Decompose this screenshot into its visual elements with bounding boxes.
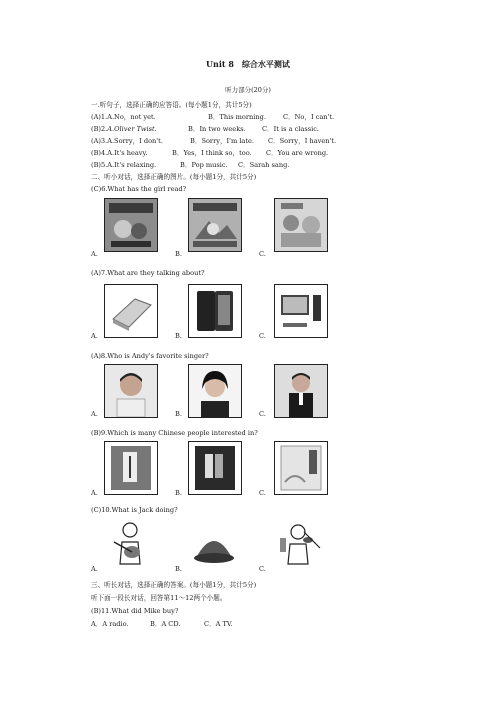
question-number: (B)2. [91,125,108,133]
option-label-c: C. [259,410,266,418]
cartoon-book-cover-icon [274,198,328,252]
option-b: B．In two weeks. [188,125,246,133]
option-label-a: A. [91,410,98,418]
option-b: B．Pop music. [180,161,228,169]
boy-playing-violin-icon [274,518,326,570]
part3-heading: 三、听长对话，选择正确的答案。(每小题1分，共计5分) [91,581,257,589]
book-shijing-icon [274,441,328,495]
book-chinese-classic-icon [188,441,242,495]
boy-playing-guitar-icon [104,518,156,570]
book-cover-adventure-icon [188,198,242,252]
question-row [91,160,156,170]
question-11: (B)11.What did Mike buy? [91,607,179,615]
option-c: C．Sorry，I haven't. [268,137,337,145]
option-a: A.Sorry，I don't. [107,137,163,145]
option-a: A．A radio. [91,620,129,628]
question-number: (B)4. [91,149,108,157]
option-a: A.It's heavy. [107,149,148,157]
option-b: B．Yes，I think so，too. [172,149,252,157]
part1-heading: 一.听句子，选择正确的应答语。(每小题1分，共计5分) [91,101,252,109]
option-label-a: A. [91,332,98,340]
page-title: Unit 8 综合水平测试 [206,59,290,69]
question-10: (C)10.What is Jack doing? [91,506,178,514]
option-label-b: B. [175,410,182,418]
book-lunyu-icon [104,441,158,495]
option-a: A.No，not yet. [107,113,156,121]
option-c: C．A TV. [204,620,233,628]
comic-book-cover-icon [104,198,158,252]
question-number: (A)1. [91,113,108,121]
singer-photo-3-icon [274,364,328,418]
question-7: (A)7.What are they talking about? [91,269,205,277]
option-label-b: B. [175,250,182,258]
hat-icon [188,518,240,570]
option-label-c: C. [259,489,266,497]
option-label-c: C. [259,332,266,340]
section-label: 听力部分(20分) [225,86,271,94]
question-number: (B)5. [91,161,108,169]
option-c: C．No，I can't. [283,113,335,121]
option-c: C．You are wrong. [266,149,329,157]
part3-instruction: 听下面一段长对话，回答第11～12两个小题。 [91,594,227,602]
option-label-b: B. [175,565,182,573]
option-label-b: B. [175,332,182,340]
question-9: (B)9.Which is many Chinese people interested in? [91,429,258,437]
option-label-a: A. [91,565,98,573]
cd-player-icon [104,284,158,338]
option-label-b: B. [175,489,182,497]
option-label-c: C. [259,250,266,258]
part2-heading: 二、听小对话，选择正确的图片。(每小题1分，共计5分) [91,173,257,181]
question-number: (A)3. [91,137,108,145]
option-a: A.Oliver Twist. [107,125,157,133]
mobile-phone-icon [188,284,242,338]
option-label-c: C. [259,565,266,573]
question-row [91,148,147,158]
question-row [91,136,163,146]
question-6: (C)6.What has the girl read? [91,185,187,193]
option-label-a: A. [91,489,98,497]
option-b: B．A CD. [150,620,181,628]
question-row [91,112,156,122]
singer-photo-1-icon [104,364,158,418]
option-c: C．It is a classic. [262,125,320,133]
option-b: B．Sorry，I'm late. [190,137,255,145]
desktop-computer-icon [274,284,328,338]
option-label-a: A. [91,250,98,258]
singer-photo-2-icon [188,364,242,418]
option-c: C．Sarah sang. [238,161,290,169]
option-b: B．This morning. [208,113,266,121]
option-a: A.It's relaxing. [107,161,157,169]
question-row [91,124,157,134]
question-8: (A)8.Who is Andy's favorite singer? [91,352,209,360]
